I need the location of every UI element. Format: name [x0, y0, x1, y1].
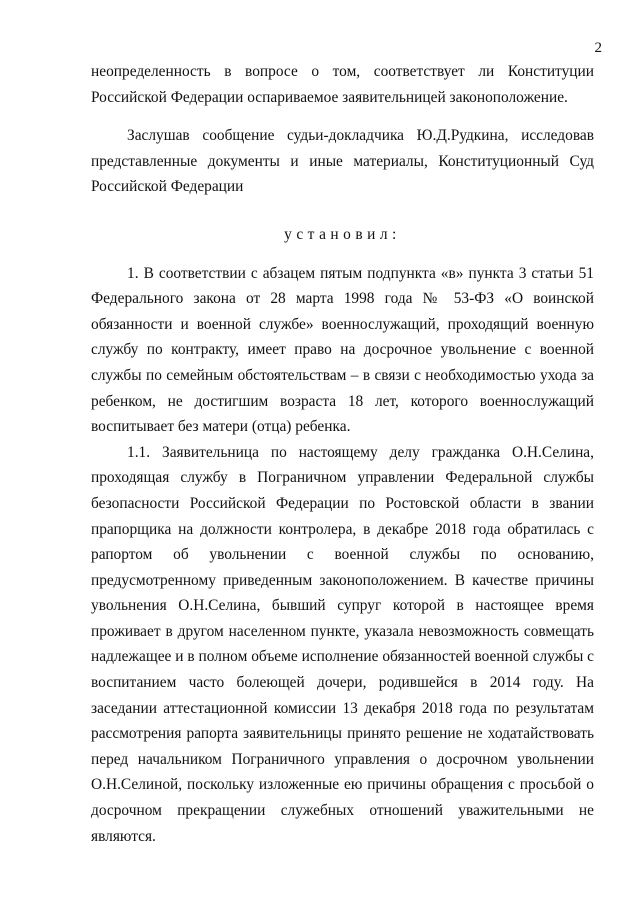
paragraph-continuation: неопределенность в вопросе о том, соответствует ли Конституции Российской Федерации оспариваемое заявительницей законоположение. [91, 63, 594, 106]
paragraph-hearing: Заслушав сообщение судьи-докладчика Ю.Д.Рудкина, исследовав представленные документы и иные материалы, Конституционный Суд Российской Федерации [91, 127, 594, 196]
paragraph-point-1-1: 1.1. Заявительница по настоящему делу гражданка О.Н.Селина, проходящая службу в Пограничном управлении Федеральной службы безопасности Российской Федерации по Ростовской области в звании прапорщика на должности контролера, в декабре 2018 года обратилась с рапортом об увольнении с военной службы по основанию, предусмотренному приведенным законоположением. В качестве причины увольнения О.Н.Селина, бывший супруг которой в настоящее время проживает в другом населенном пункте, указала невозможность совмещать надлежащее и в полном объеме исполнение обязанностей военной службы с воспитанием часто болеющей дочери, родившейся в 2014 году. На заседании аттестационной комиссии 13 декабря 2018 года по результатам рассмотрения рапорта заявительницы принято решение не ходатайствовать перед начальником Пограничного управления о досрочном увольнении О.Н.Селиной, поскольку изложенные ею причины обращения с просьбой о досрочном прекращении служебных отношений уважительными не являются. [91, 443, 594, 845]
document-body [91, 59, 594, 849]
paragraph-point-1: 1. В соответствии с абзацем пятым подпункта «в» пункта 3 статьи 51 Федерального закона от 28 марта 1998 года № 53-ФЗ «О воинской обязанности и военной службе» военнослужащий, проходящий военную службу по контракту, имеет право на досрочное увольнение с военной службы по семейным обстоятельствам – в связи с необходимостью ухода за ребенком, не достигшим возраста 18 лет, которого военнослужащий воспитывает без матери (отца) ребенка. [91, 264, 594, 436]
section-heading: установил: [284, 225, 401, 243]
page-number: 2 [594, 40, 602, 56]
